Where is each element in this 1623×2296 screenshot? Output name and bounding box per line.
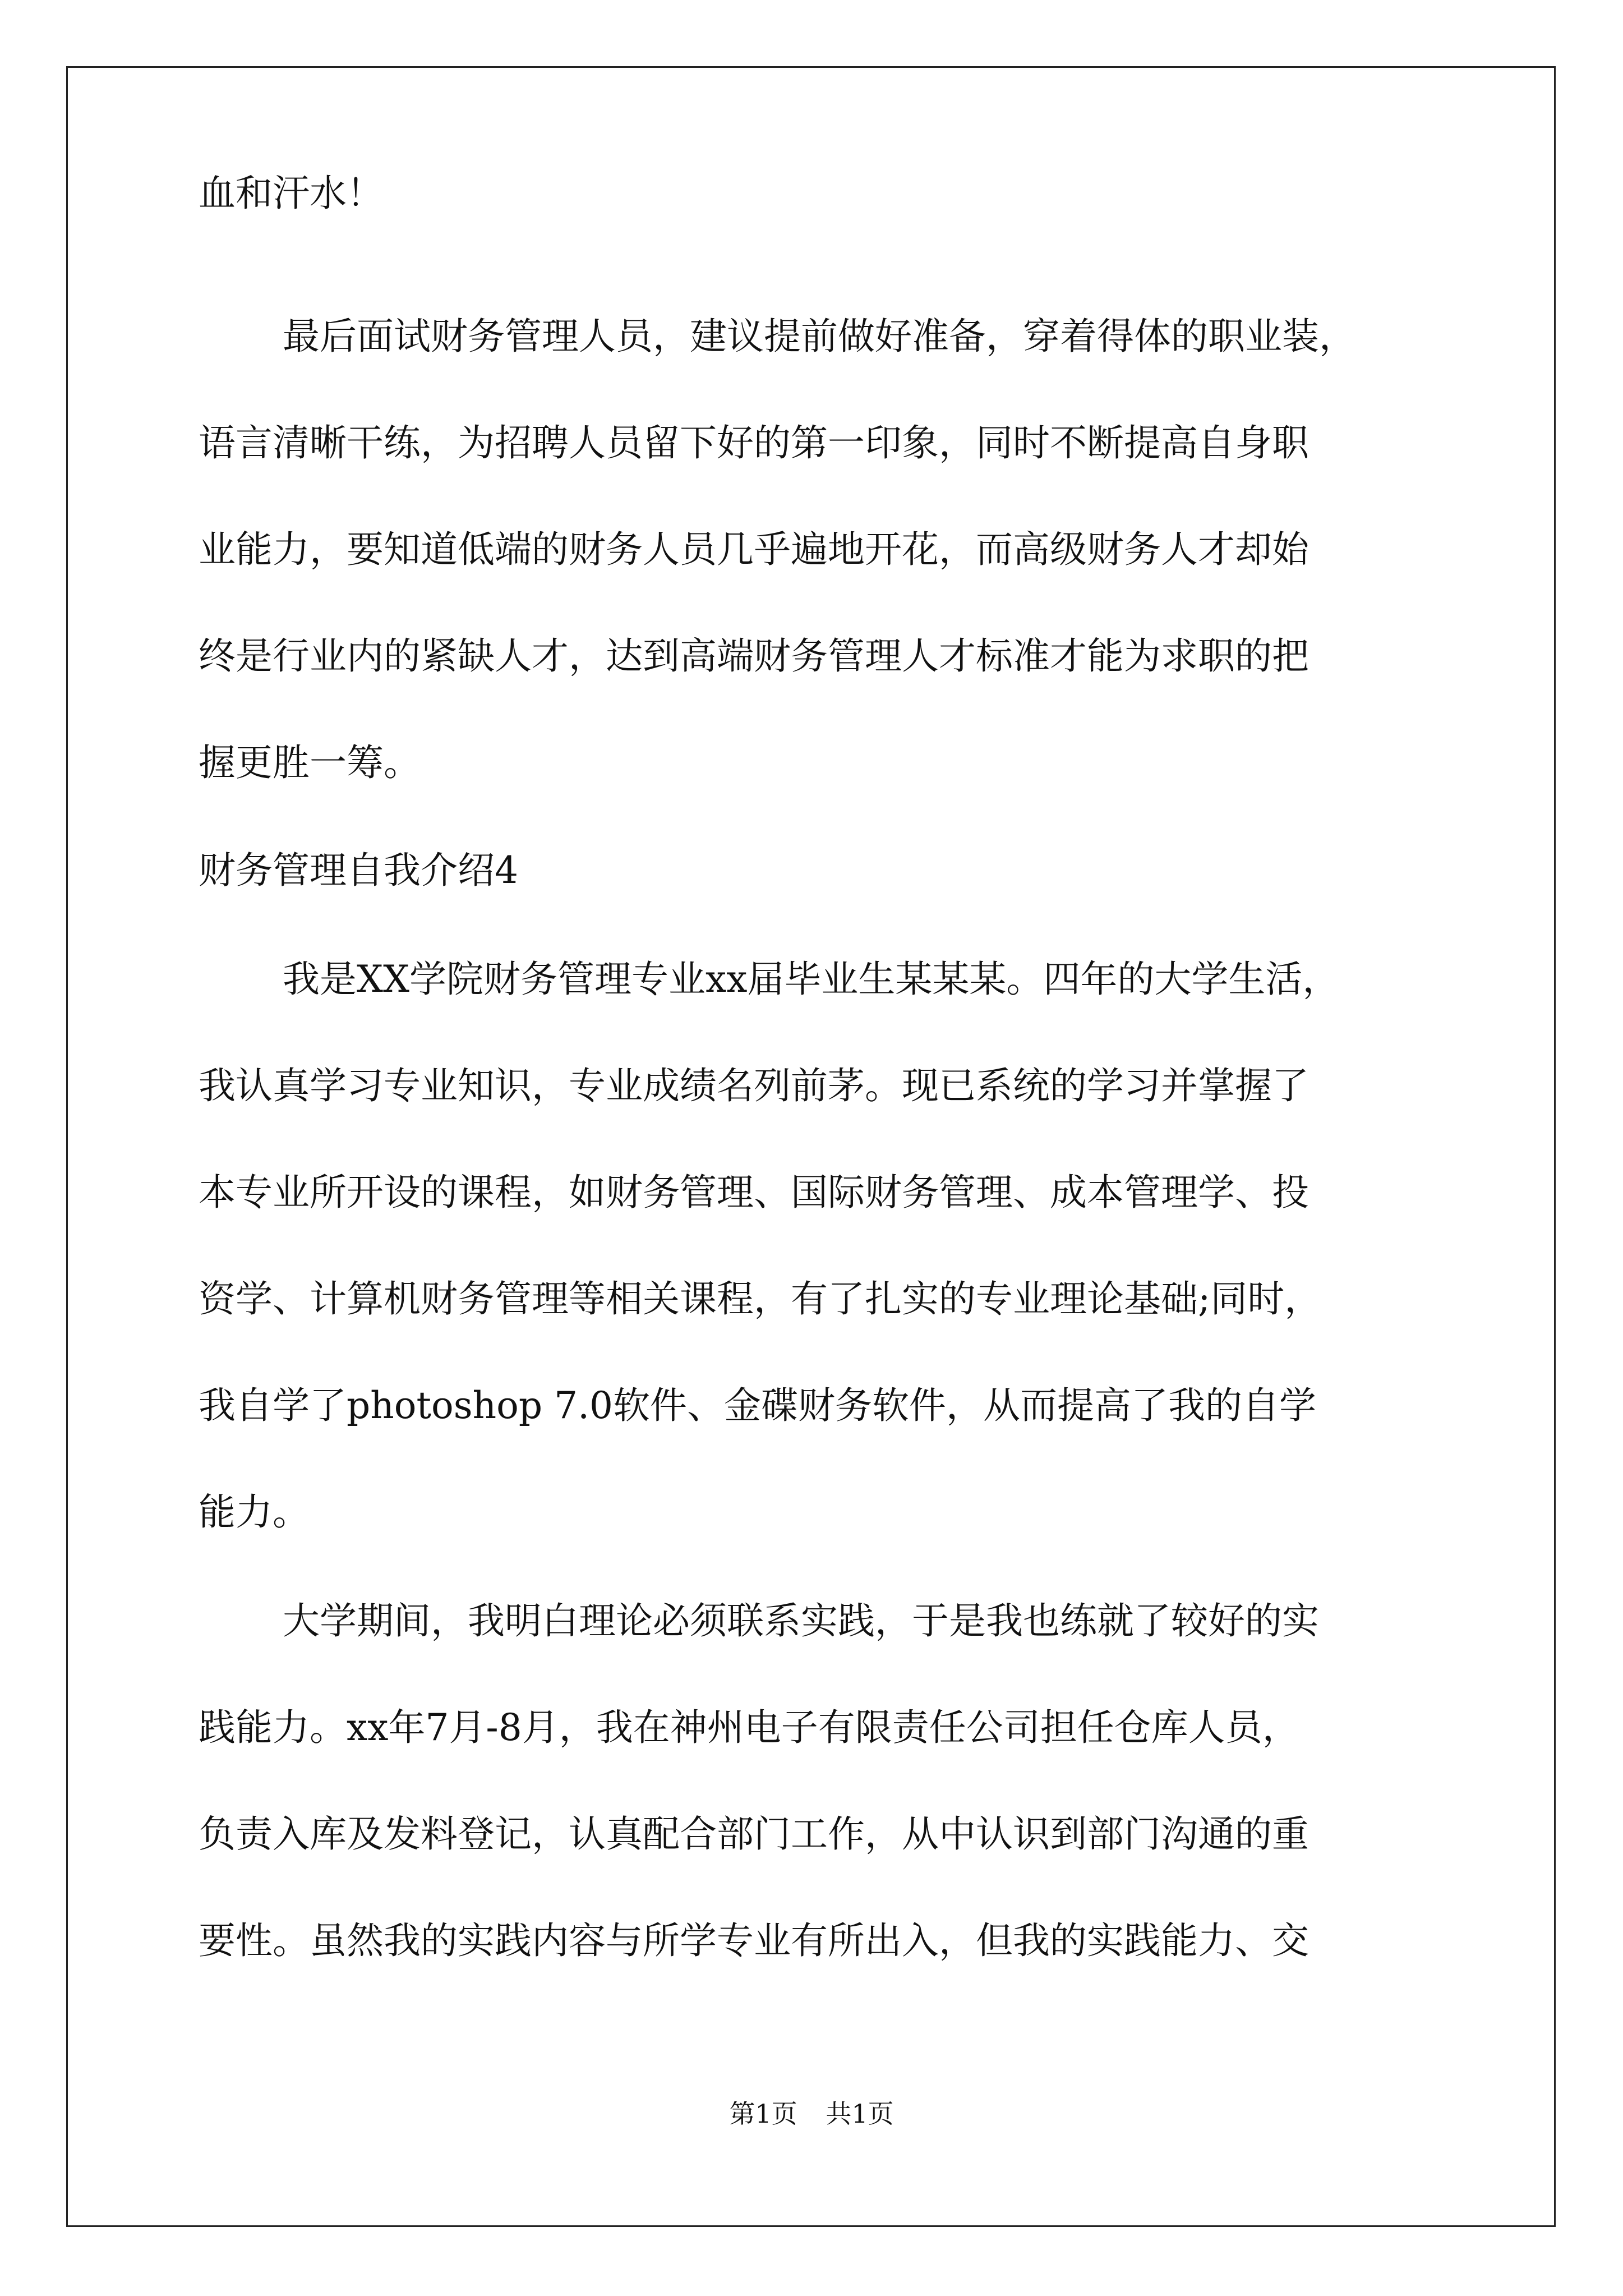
text-line: 负责入库及发料登记，认真配合部门工作，从中认识到部门沟通的重 <box>199 1812 1309 1856</box>
text-line: 最后面试财务管理人员，建议提前做好准备，穿着得体的职业装， <box>283 315 1356 358</box>
page-number: 第1页 <box>729 2099 797 2129</box>
text-line: 大学期间，我明白理论必须联系实践，于是我也练就了较好的实 <box>283 1599 1319 1642</box>
text-line: 能力。 <box>199 1490 310 1534</box>
text-line: 我认真学习专业知识，专业成绩名列前茅。现已系统的学习并掌握了 <box>199 1064 1309 1107</box>
page-border <box>66 66 1556 2227</box>
text-line: 血和汗水！ <box>199 172 384 215</box>
text-line: 我是XX学院财务管理专业xx届毕业生某某某。四年的大学生活， <box>283 958 1340 1001</box>
text-line: 资学、计算机财务管理等相关课程，有了扎实的专业理论基础;同时， <box>199 1277 1322 1320</box>
text-line: 要性。虽然我的实践内容与所学专业有所出入，但我的实践能力、交 <box>199 1919 1309 1962</box>
text-line: 践能力。xx年7月-8月，我在神州电子有限责任公司担任仓库人员， <box>199 1706 1299 1749</box>
text-line: 终是行业内的紧缺人才，达到高端财务管理人才标准才能为求职的把 <box>199 634 1309 678</box>
page-total: 共1页 <box>826 2099 894 2129</box>
text-line: 握更胜一筹。 <box>199 741 421 784</box>
text-line: 财务管理自我介绍4 <box>199 849 518 892</box>
text-line: 我自学了photoshop 7.0软件、金碟财务软件，从而提高了我的自学 <box>199 1384 1317 1427</box>
text-line: 业能力，要知道低端的财务人员几乎遍地开花，而高级财务人才却始 <box>199 528 1309 571</box>
text-line: 本专业所开设的课程，如财务管理、国际财务管理、成本管理学、投 <box>199 1171 1309 1214</box>
page-footer <box>0 2097 1623 2131</box>
text-line: 语言清晰干练，为招聘人员留下好的第一印象，同时不断提高自身职 <box>199 421 1309 464</box>
